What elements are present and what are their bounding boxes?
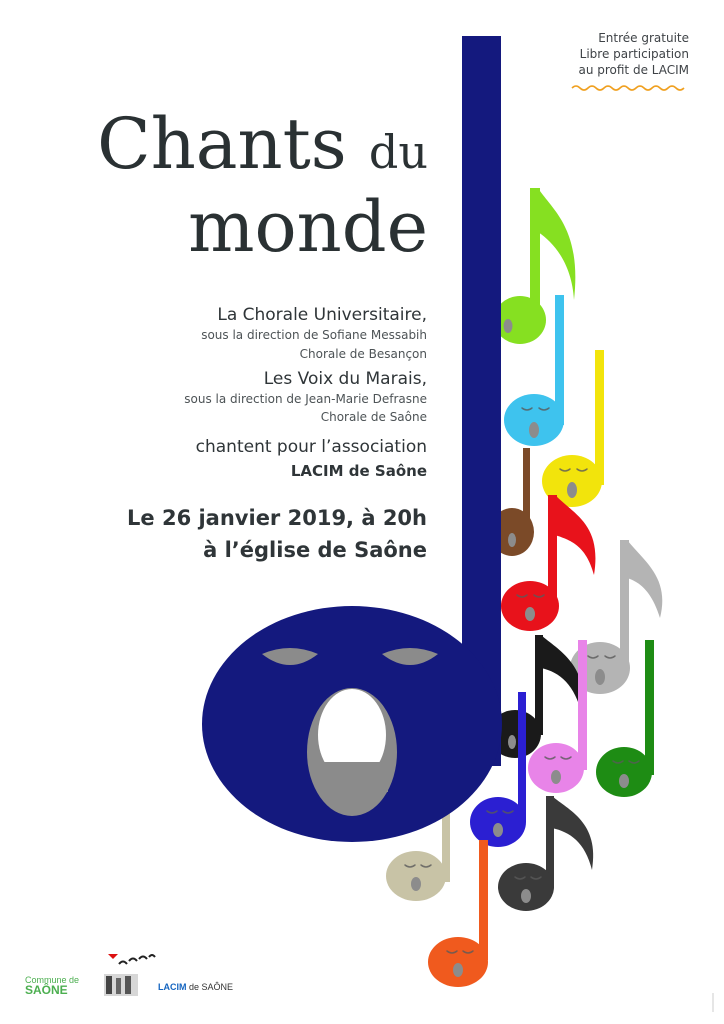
note-head — [386, 851, 446, 901]
note-head — [498, 863, 554, 911]
choir2-name: Les Voix du Marais, — [263, 369, 427, 389]
choir1-direction: sous la direction de Sofiane Messabih — [201, 328, 427, 342]
note-flag — [552, 796, 593, 870]
note-head — [470, 797, 526, 847]
note-head — [596, 747, 652, 797]
event-place: à l’église de Saône — [203, 538, 427, 562]
commune-label: Commune de — [25, 975, 80, 985]
title-word-chants: Chants — [97, 103, 347, 185]
note-flag — [538, 188, 575, 300]
entry-benefit: au profit de LACIM — [578, 63, 689, 77]
note-head — [528, 743, 584, 793]
page-title — [78, 100, 428, 196]
lacim-label: LACIM — [158, 982, 187, 992]
association-name: LACIM de Saône — [290, 462, 427, 480]
lacim-suffix: de SAÔNE — [189, 982, 234, 992]
lacim-logo — [158, 982, 233, 992]
title-word-monde: monde — [188, 186, 428, 268]
choir2-origin: Chorale de Saône — [320, 410, 427, 424]
choir1-name: La Chorale Universitaire, — [217, 305, 427, 325]
note-head — [428, 937, 488, 987]
commune-logo — [25, 975, 79, 996]
note-head — [494, 296, 546, 344]
association-lead: chantent pour l’association — [195, 437, 427, 457]
wavy-underline — [571, 84, 689, 92]
note-flag — [627, 540, 662, 618]
entry-participation: Libre participation — [579, 47, 689, 61]
choir-logo — [102, 952, 158, 998]
entry-free: Entrée gratuite — [598, 31, 689, 45]
event-date: Le 26 janvier 2019, à 20h — [127, 506, 427, 530]
note-flag — [555, 495, 595, 575]
commune-name: SAÔNE — [25, 983, 68, 997]
choir2-direction: sous la direction de Jean-Marie Defrasne — [184, 392, 427, 406]
note-stem — [518, 692, 526, 822]
note-flag — [541, 635, 583, 715]
note-stem — [645, 640, 654, 775]
note-stem — [595, 350, 604, 485]
note-head — [501, 581, 559, 631]
title-word-du: du — [368, 125, 428, 179]
note-stem — [479, 840, 488, 960]
entry-info — [578, 30, 689, 78]
note-stem — [578, 640, 587, 770]
choir1-origin: Chorale de Besançon — [299, 347, 427, 361]
note-head — [504, 394, 564, 446]
